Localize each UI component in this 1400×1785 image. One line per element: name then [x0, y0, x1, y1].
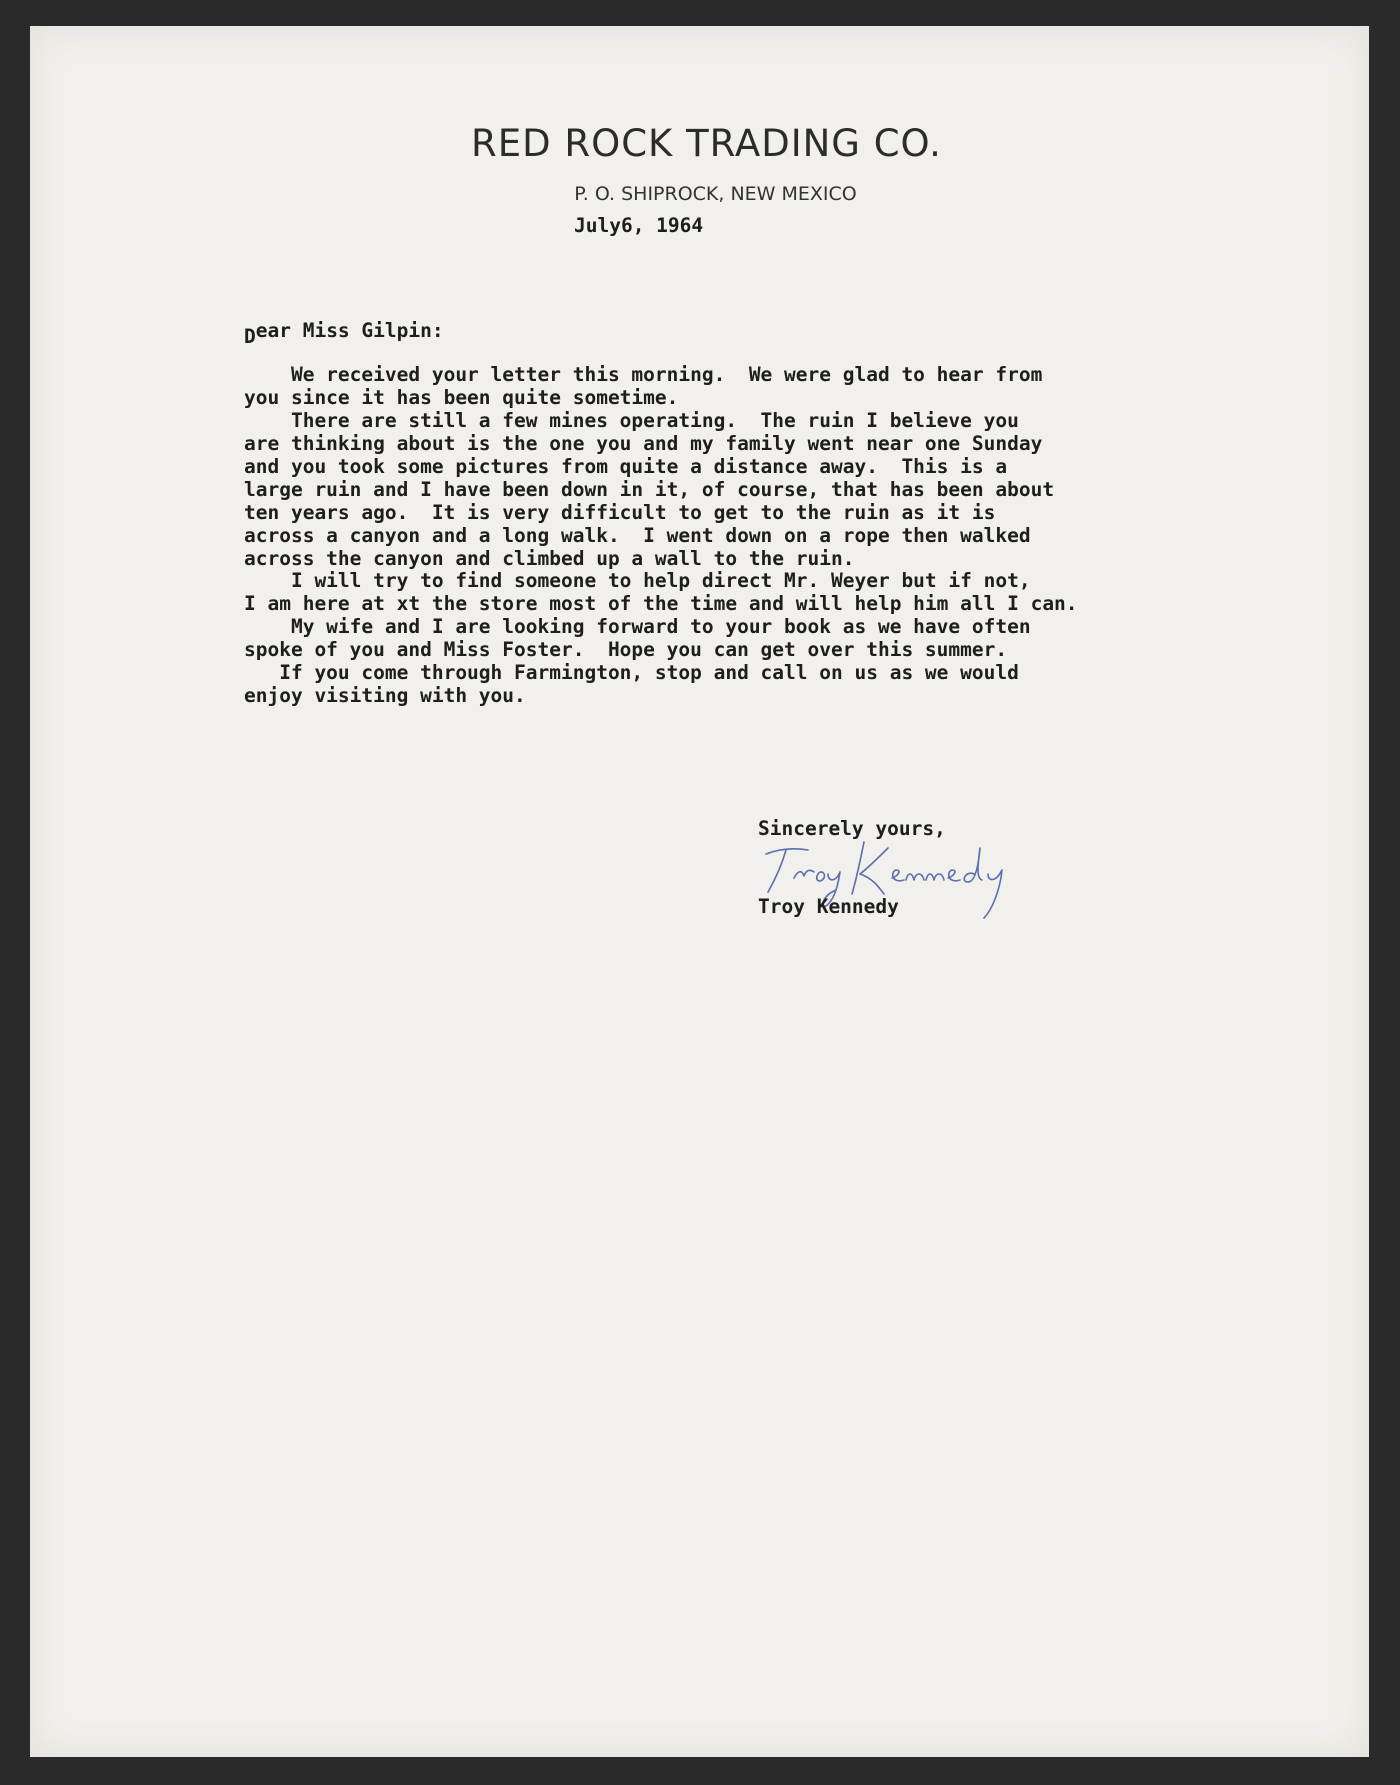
letter-page [30, 26, 1369, 1757]
letter-body [244, 364, 1078, 708]
closing: Sincerely yours, [758, 817, 946, 840]
body-line: I am here at xt the store most of the time and will help him all I can. [244, 592, 1078, 616]
body-line: My wife and I are looking forward to your book as we have often [244, 615, 1031, 639]
salutation-initial: D [244, 325, 256, 348]
body-line: you since it has been quite sometime. [244, 385, 679, 409]
body-line: large ruin and I have been down in it, of course, that has been about [244, 477, 1055, 501]
body-line: We received your letter this morning. We were glad to hear from [244, 363, 1043, 386]
letterhead-address: P. O. SHIPROCK, NEW MEXICO [574, 183, 857, 205]
signer-name: Troy Kennedy [758, 895, 899, 918]
body-line: across the canyon and climbed up a wall to the ruin. [244, 546, 855, 570]
salutation-text: ear Miss Gilpin: [255, 319, 444, 342]
body-line: ten years ago. It is very difficult to get to the ruin as it is [244, 500, 996, 524]
body-line: are thinking about is the one you and my family went near one Sunday [244, 431, 1043, 455]
body-line: enjoy visiting with you. [244, 684, 526, 708]
body-line: There are still a few mines operating. The ruin I believe you [244, 408, 1019, 432]
letterhead-company: RED ROCK TRADING CO. [471, 122, 942, 165]
body-line: I will try to find someone to help direct Mr. Weyer but if not, [244, 569, 1031, 593]
body-line: across a canyon and a long walk. I went down on a rope then walked [244, 523, 1031, 547]
body-line: If you come through Farmington, stop and call on us as we would [244, 661, 1019, 685]
body-line: spoke of you and Miss Foster. Hope you can get over this summer. [244, 638, 1008, 662]
body-line: and you took some pictures from quite a distance away. This is a [244, 454, 1008, 478]
letter-date: July6, 1964 [574, 214, 704, 237]
salutation [244, 319, 444, 348]
